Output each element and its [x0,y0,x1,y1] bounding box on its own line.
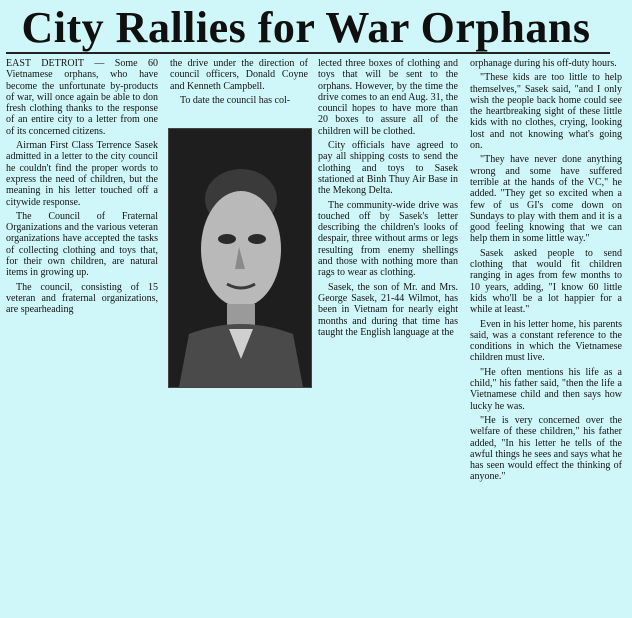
paragraph: "He is very concerned over the welfare of these children," his father added, "In his letter he tells of the awful things he sees and says what he has seen would effect the thinking of anyone." [470,414,622,483]
column-4 [470,58,622,486]
paragraph: Even in his letter home, his parents said, was a constant reference to the conditions in which the Vietnamese children must live. [470,318,622,364]
portrait-image [169,129,311,387]
paragraph: Sasek asked people to send clothing that would fit children ranging in ages from few months to 10 years, adding, "I know 60 little kids who'll be a lot happier for a while at least." [470,247,622,316]
paragraph: The Council of Fraternal Organizations and the various veteran organizations have accepted the tasks of collecting clothing and toys that, for their own children, are natural items in growing up. [6,210,158,279]
paragraph: the drive under the direction of council officers, Donald Coyne and Kenneth Campbell. [170,58,308,92]
headline-rule [6,52,610,54]
paragraph: The community-wide drive was touched off by Sasek's letter describing the children's looks of despair, three without arms or legs resulting from enemy shellings and those with nothing more than rags to wear as clothing. [318,199,458,279]
paragraph: Airman First Class Terrence Sasek admitted in a letter to the city council he couldn't find the proper words to express the need of children, but the meaning in his letter touched off a citywide response. [6,140,158,208]
paragraph: The council, consisting of 15 veteran and fraternal organizations, are spearheading [6,281,158,316]
headline: City Rallies for War Orphans [21,3,591,52]
paragraph: Sasek, the son of Mr. and Mrs. George Sasek, 21-44 Wilmot, has been in Vietnam for nearly eight months and during that time has taught the English language at the [318,281,458,338]
paragraph: "He often mentions his life as a child," his father said, "then the life a Vietnamese child and then says how lucky he was. [470,366,622,412]
column-3 [318,58,458,341]
paragraph: lected three boxes of clothing and toys that will be sent to the orphans. However, by the time the drive comes to an end Aug. 31, the council hopes to have more than 20 boxes to assure all of the children will be clothed. [318,58,458,137]
column-2 [170,58,308,109]
paragraph: "These kids are too little to help themselves," Sasek said, "and I only wish the people back home could see the heartbreaking sight of these little kids with no clothes, crying, looking lost and not knowing what's going on. [470,72,622,152]
paragraph: orphanage during his off-duty hours. [470,58,617,69]
paragraph: To date the council has col- [180,94,291,106]
paragraph: City officials have agreed to pay all shipping costs to send the clothing and toys to Sasek stationed at Binh Thuy Air Base in the Mekong Delta. [318,140,458,197]
portrait-photo [168,128,312,388]
paragraph: EAST DETROIT — Some 60 Vietnamese orphans, who have become the unfortunate by-products of war, will once again be able to don fresh clothing thanks to the response of an entire city to a letter from one of its concerned citizens. [6,58,158,137]
paragraph: "They have never done anything wrong and some have suffered terrible at the hands of the VC," he added. "They get so excited when a few of us GI's come down on Sundays to play with them and it is a good feeling knowing that we can help them in some little way." [470,154,622,245]
column-1 [6,58,158,319]
